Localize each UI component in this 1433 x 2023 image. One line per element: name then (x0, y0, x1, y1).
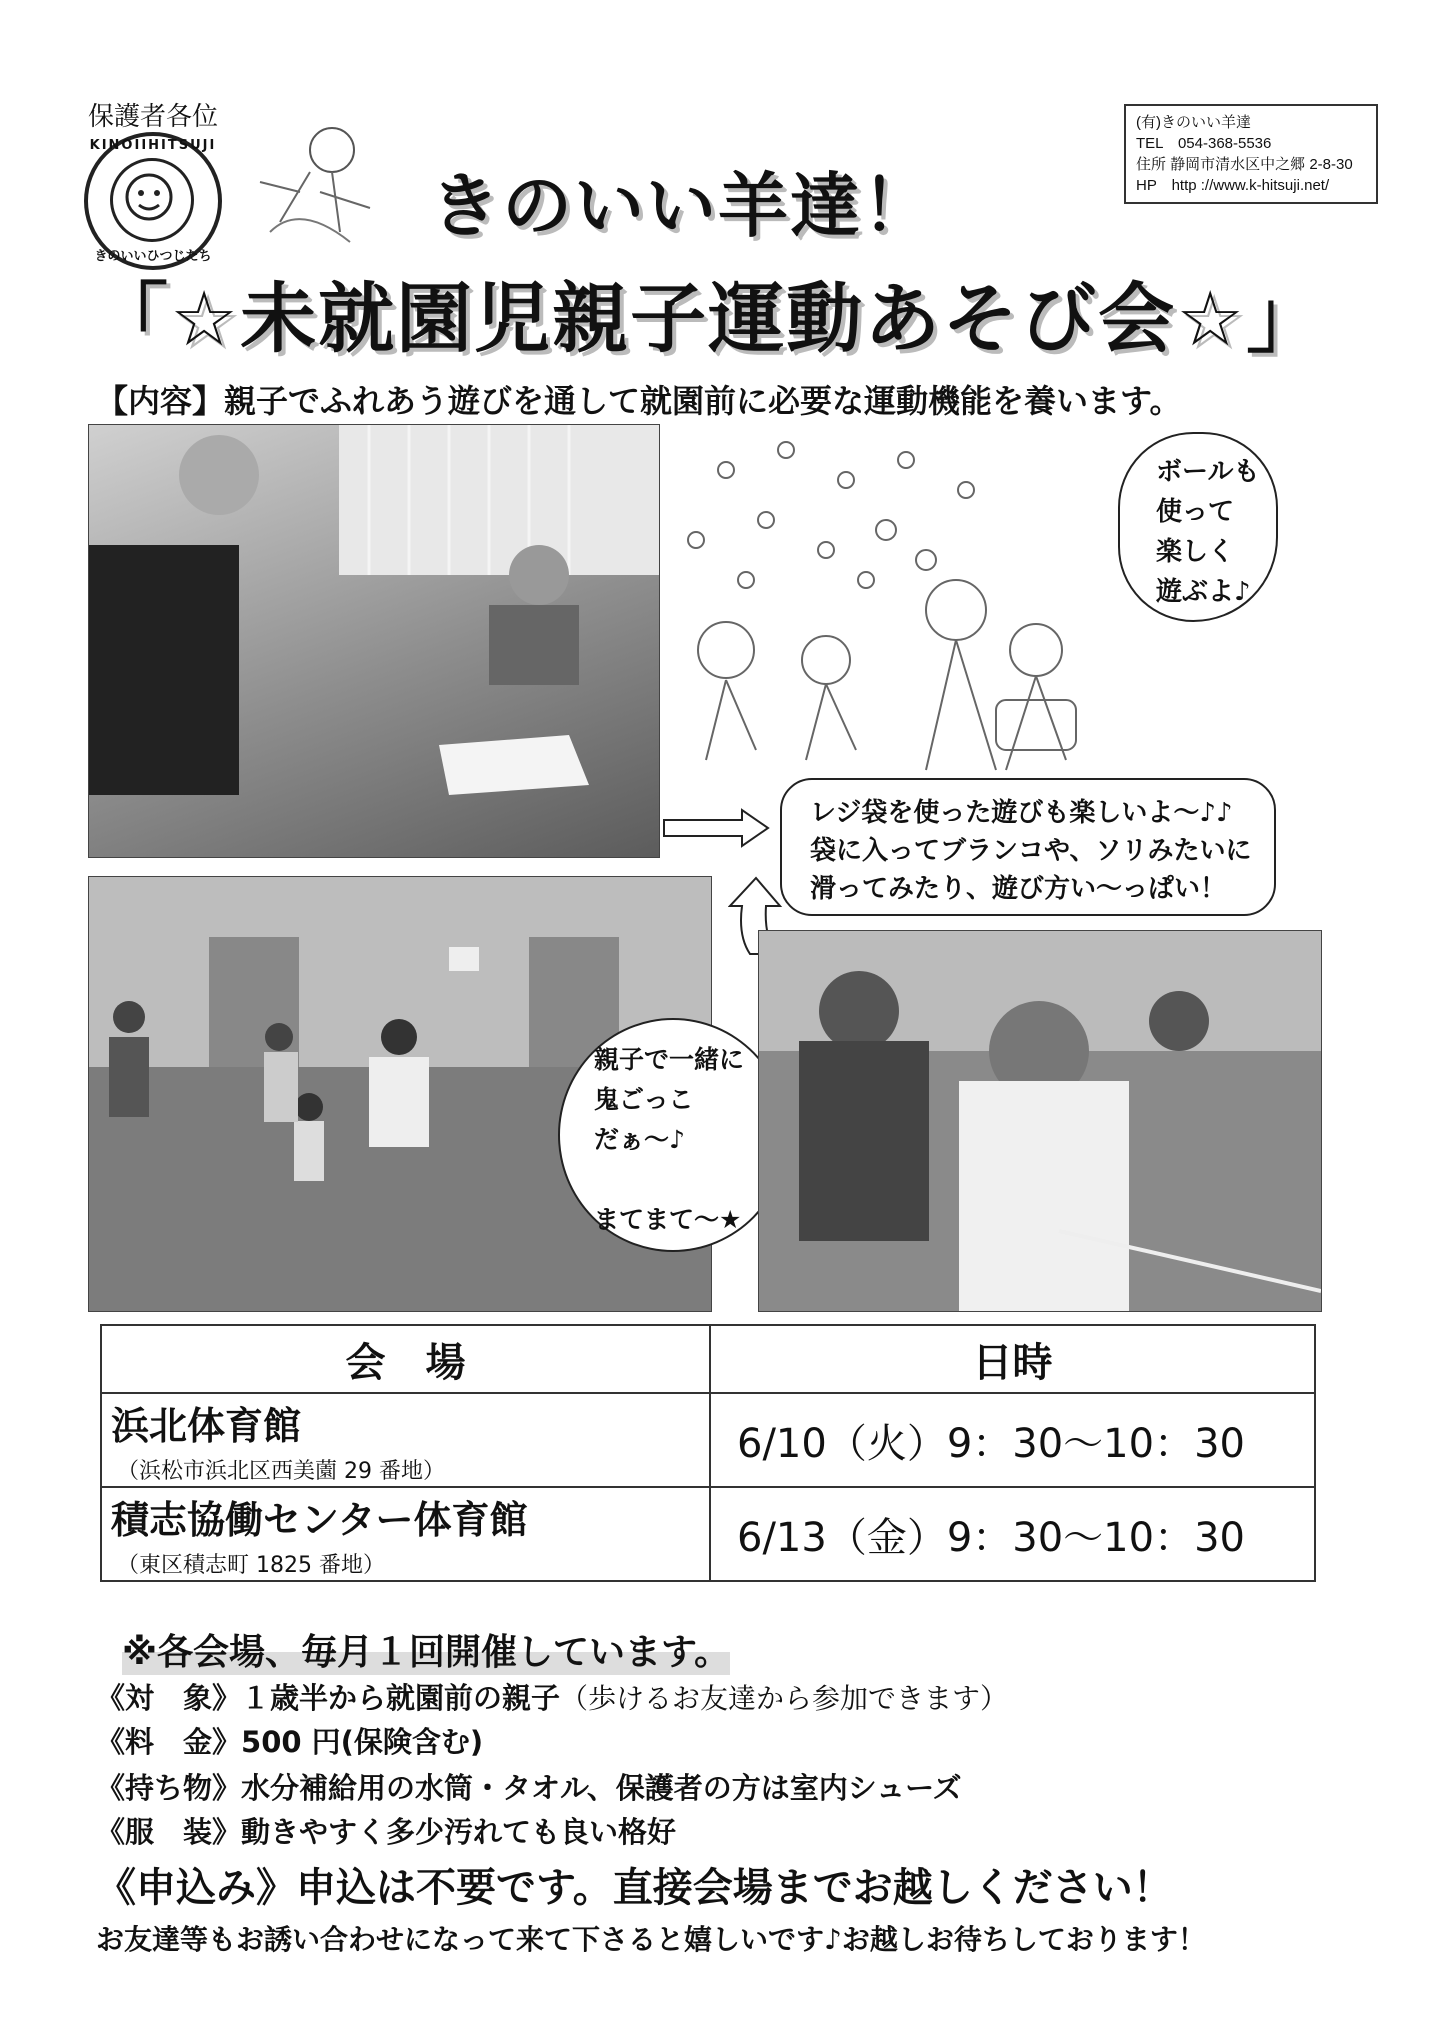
venue-address: （東区積志町 1825 番地） (117, 1553, 385, 1578)
info-dress-text: 動きやすく多少汚れても良い格好 (241, 1815, 677, 1849)
bubble-tag-line: 鬼ごっこ (594, 1085, 694, 1114)
content-description (96, 376, 1181, 422)
venue-address: （浜松市浜北区西美薗 29 番地） (117, 1459, 445, 1484)
title-line1: きのいい羊達！ (430, 165, 934, 247)
info-target-label: 《対 象》 (96, 1681, 242, 1715)
info-target (96, 1676, 1008, 1717)
contact-company: (有)きのいい羊達 (1136, 114, 1251, 131)
mascot-sketch-illustration (240, 112, 390, 262)
contact-box (1124, 104, 1378, 204)
bubble-ball-line: 使って (1156, 497, 1235, 527)
info-items (96, 1766, 962, 1807)
info-items-label: 《持ち物》 (96, 1771, 242, 1805)
photo-coach-and-child (88, 424, 660, 858)
venue-cell (101, 1393, 710, 1487)
venue-datetime: 6/13（金）9：30～10：30 (710, 1487, 1315, 1581)
info-fee-text: 500 円(保険含む) (241, 1725, 484, 1759)
company-logo (84, 132, 222, 270)
info-dress-label: 《服 装》 (96, 1815, 242, 1849)
content-label: 【内容】 (96, 382, 225, 420)
bubble-ball-line: 楽しく (1156, 537, 1235, 567)
info-fee-label: 《料 金》 (96, 1725, 242, 1759)
speech-bubble-bag (780, 778, 1276, 916)
contact-address: 住所 静岡市清水区中之郷 2-8-30 (1136, 156, 1353, 173)
speech-bubble-ball (1118, 432, 1278, 622)
info-dress (96, 1810, 676, 1851)
table-row (101, 1487, 1315, 1581)
logo-text-top: KINOIIHITSUJI (89, 138, 217, 153)
monthly-notice: ※各会場、毎月１回開催しています。 (122, 1624, 730, 1675)
info-target-note: （歩けるお友達から参加できます） (560, 1682, 1009, 1715)
bubble-ball-line: ボールも (1156, 457, 1260, 487)
content-text: 親子でふれあう遊びを通して就園前に必要な運動機能を養います。 (224, 382, 1182, 420)
arrow-right-icon (662, 808, 772, 848)
sheep-face-icon (110, 158, 194, 242)
logo-text-bottom: きのいいひつじたち (94, 249, 212, 264)
venue-name: 積志協働センター体育館 (111, 1498, 528, 1542)
table-row (101, 1393, 1315, 1487)
venue-cell (101, 1487, 710, 1581)
contact-hp: HP http ://www.k-hitsuji.net/ (1136, 177, 1330, 194)
venue-table (100, 1324, 1316, 1582)
welcome-message: お友達等もお誘い合わせになって来て下さると嬉しいです♪お越しお待ちしております！ (96, 1923, 1206, 1956)
bubble-ball-line: 遊ぶよ♪ (1156, 577, 1251, 607)
bubble-tag-line: 親子で一緒に (594, 1045, 745, 1074)
info-items-text: 水分補給用の水筒・タオル、保護者の方は室内シューズ (241, 1771, 962, 1805)
application-notice: 《申込み》申込は不要です。直接会場までお越しください！ (96, 1865, 1173, 1911)
table-header-row (101, 1325, 1315, 1393)
speech-bubble-tag (558, 1018, 788, 1252)
venue-name: 浜北体育館 (111, 1404, 302, 1448)
bubble-tag-line: まてまて～★ (594, 1205, 742, 1234)
info-target-text: １歳半から就園前の親子 (241, 1681, 561, 1715)
venue-datetime: 6/10（火）9：30～10：30 (710, 1393, 1315, 1487)
bubble-bag-line: 袋に入ってブランコや、ソリみたいに (810, 836, 1252, 866)
datetime-header: 日時 (710, 1325, 1315, 1393)
venue-header: 会 場 (101, 1325, 710, 1393)
photo-bag-play (758, 930, 1322, 1312)
bubble-bag-line: レジ袋を使った遊びも楽しいよ～♪♪ (810, 798, 1233, 828)
bubble-tag-line: だぁ～♪ (594, 1125, 685, 1154)
info-fee (96, 1720, 483, 1761)
title-line2: 「☆未就園児親子運動あそび会☆」 (92, 274, 1325, 363)
addressee: 保護者各位 (88, 102, 219, 132)
bubble-bag-line: 滑ってみたり、遊び方い～っぱい！ (810, 874, 1227, 904)
children-playing-illustration (666, 430, 1106, 790)
contact-tel: TEL 054-368-5536 (1136, 135, 1272, 152)
